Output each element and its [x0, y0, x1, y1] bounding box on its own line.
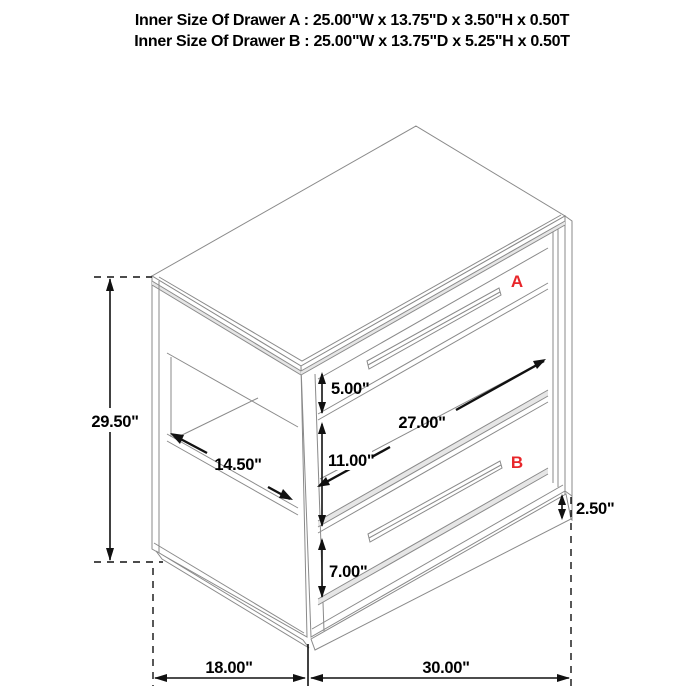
- header-line-1: Inner Size Of Drawer A : 25.00"W x 13.75"D x 3.50"H x 0.50T: [134, 12, 570, 29]
- overall-width-label: 30.00": [422, 659, 470, 677]
- overall-height-label: 29.50": [91, 413, 139, 431]
- drawer-b-label: B: [510, 453, 524, 472]
- header: [134, 12, 570, 50]
- shelf-depth-label: 14.50": [214, 456, 262, 474]
- shelf-width-label: 27.00": [398, 414, 446, 432]
- drawer-a-label: A: [510, 272, 524, 291]
- right-edge-sliver: [565, 216, 572, 520]
- overall-depth-label: 18.00": [205, 659, 253, 677]
- base-height-label: 2.50": [576, 500, 615, 518]
- drawer-b-height-label: 7.00": [329, 563, 368, 581]
- drawer-a-height-label: 5.00": [331, 380, 370, 398]
- header-line-2: Inner Size Of Drawer B : 25.00"W x 13.75"D x 5.25"H x 0.50T: [134, 33, 570, 50]
- shelf-height-label: 11.00": [328, 452, 375, 470]
